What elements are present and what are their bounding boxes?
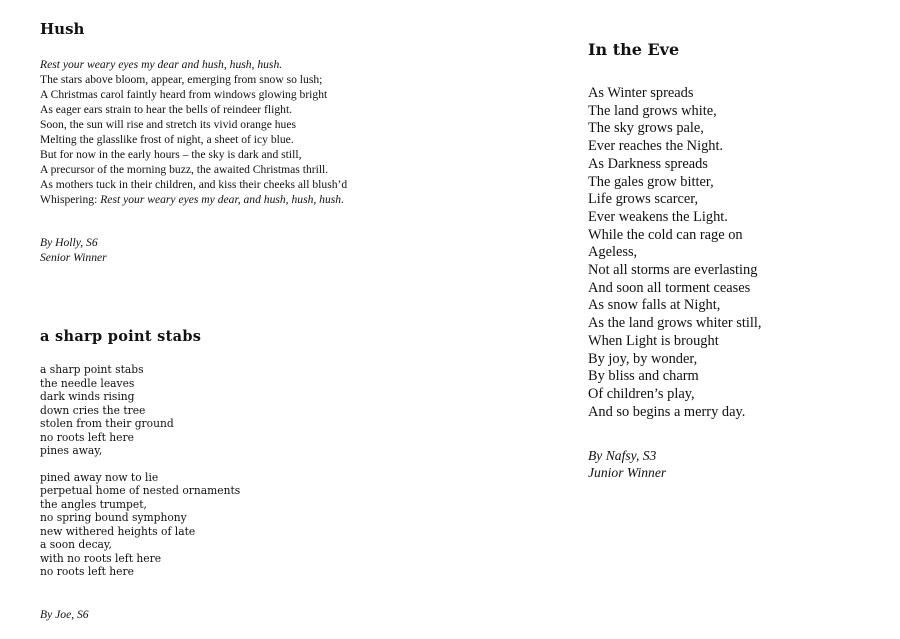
- poem-title-sharp-point: a sharp point stabs: [40, 328, 202, 345]
- poem-title-hush: Hush: [40, 20, 85, 38]
- poem-line: The sky grows pale,: [588, 120, 704, 137]
- poem-line: And soon all torment ceases: [588, 279, 751, 296]
- poem-title-eve: In the Eve: [588, 40, 680, 59]
- poem-line: Ever weakens the Light.: [588, 208, 728, 225]
- poem-line: When Light is brought: [588, 332, 719, 349]
- poem-line: As Darkness spreads: [588, 155, 708, 172]
- stanza-break: [40, 458, 240, 471]
- poem-line: a sharp point stabs: [40, 363, 144, 376]
- poem-line: the angles trumpet,: [40, 497, 147, 511]
- poem-line: Not all storms are everlasting: [588, 262, 758, 279]
- poem-body-sharp-point: [40, 363, 240, 579]
- poem-line: new withered heights of late: [40, 524, 196, 538]
- poem-line: As eager ears strain to hear the bells of reindeer flight.: [40, 103, 293, 116]
- poem-line: Life grows scarcer,: [588, 191, 699, 208]
- poem-line: perpetual home of nested ornaments: [40, 484, 241, 497]
- poem-line: pined away now to lie: [40, 470, 159, 484]
- author: By Holly, S6: [40, 236, 98, 249]
- poem-line: And so begins a merry day.: [588, 403, 746, 420]
- poem-line-italic: Rest your weary eyes my dear, and hush, hush, hush.: [100, 193, 344, 206]
- poem-line: As the land grows whiter still,: [588, 315, 762, 332]
- poem-line: As Winter spreads: [588, 85, 694, 101]
- author: By Nafsy, S3: [588, 448, 657, 464]
- poem-line: Ever reaches the Night.: [588, 138, 724, 155]
- poem-line: Ageless,: [588, 244, 638, 261]
- poem-line: no roots left here: [40, 430, 134, 444]
- poem-line: By joy, by wonder,: [588, 350, 698, 367]
- poem-line: Soon, the sun will rise and stretch its vivid orange hues: [40, 118, 296, 131]
- byline-sharp-point: [40, 607, 89, 622]
- award-label: Junior Winner: [588, 465, 667, 481]
- poem-hush: [40, 20, 460, 265]
- poem-line: Of children’s play,: [588, 385, 695, 402]
- poem-body-hush: [40, 57, 460, 207]
- poem-in-the-eve: [588, 40, 888, 481]
- poem-line: down cries the tree: [40, 403, 146, 417]
- poem-line: pines away,: [40, 444, 103, 457]
- poem-line-prefix: Whispering:: [40, 193, 101, 206]
- poem-line: The gales grow bitter,: [588, 173, 714, 190]
- poem-line: dark winds rising: [40, 390, 135, 403]
- poem-line: The land grows white,: [588, 102, 717, 119]
- poem-line: a soon decay,: [40, 538, 112, 551]
- poem-line: the needle leaves: [40, 376, 135, 390]
- poem-line: As mothers tuck in their children, and kiss their cheeks all blush’d: [40, 178, 348, 191]
- byline-eve: [588, 447, 888, 481]
- poem-line: with no roots left here: [40, 551, 162, 565]
- poem-line: stolen from their ground: [40, 417, 174, 430]
- poem-line: By bliss and charm: [588, 368, 699, 385]
- author: By Joe, S6: [40, 608, 89, 621]
- poem-line: While the cold can rage on: [588, 226, 743, 243]
- poem-line: The stars above bloom, appear, emerging from snow so lush;: [40, 73, 323, 86]
- poem-line: A precursor of the morning buzz, the awaited Christmas thrill.: [40, 163, 329, 176]
- byline-hush: [40, 235, 460, 265]
- award-label: Senior Winner: [40, 251, 107, 264]
- poem-line: A Christmas carol faintly heard from windows glowing bright: [40, 88, 328, 101]
- poem-line: As snow falls at Night,: [588, 297, 721, 314]
- poem-line: Rest your weary eyes my dear and hush, hush, hush.: [40, 58, 283, 71]
- poem-line: Melting the glasslike frost of night, a sheet of icy blue.: [40, 133, 294, 146]
- poem-line: no roots left here: [40, 565, 134, 578]
- poem-line: But for now in the early hours – the sky is dark and still,: [40, 148, 302, 161]
- poem-body-eve: [588, 85, 888, 421]
- poem-line: no spring bound symphony: [40, 511, 187, 524]
- poem-line: [40, 192, 460, 207]
